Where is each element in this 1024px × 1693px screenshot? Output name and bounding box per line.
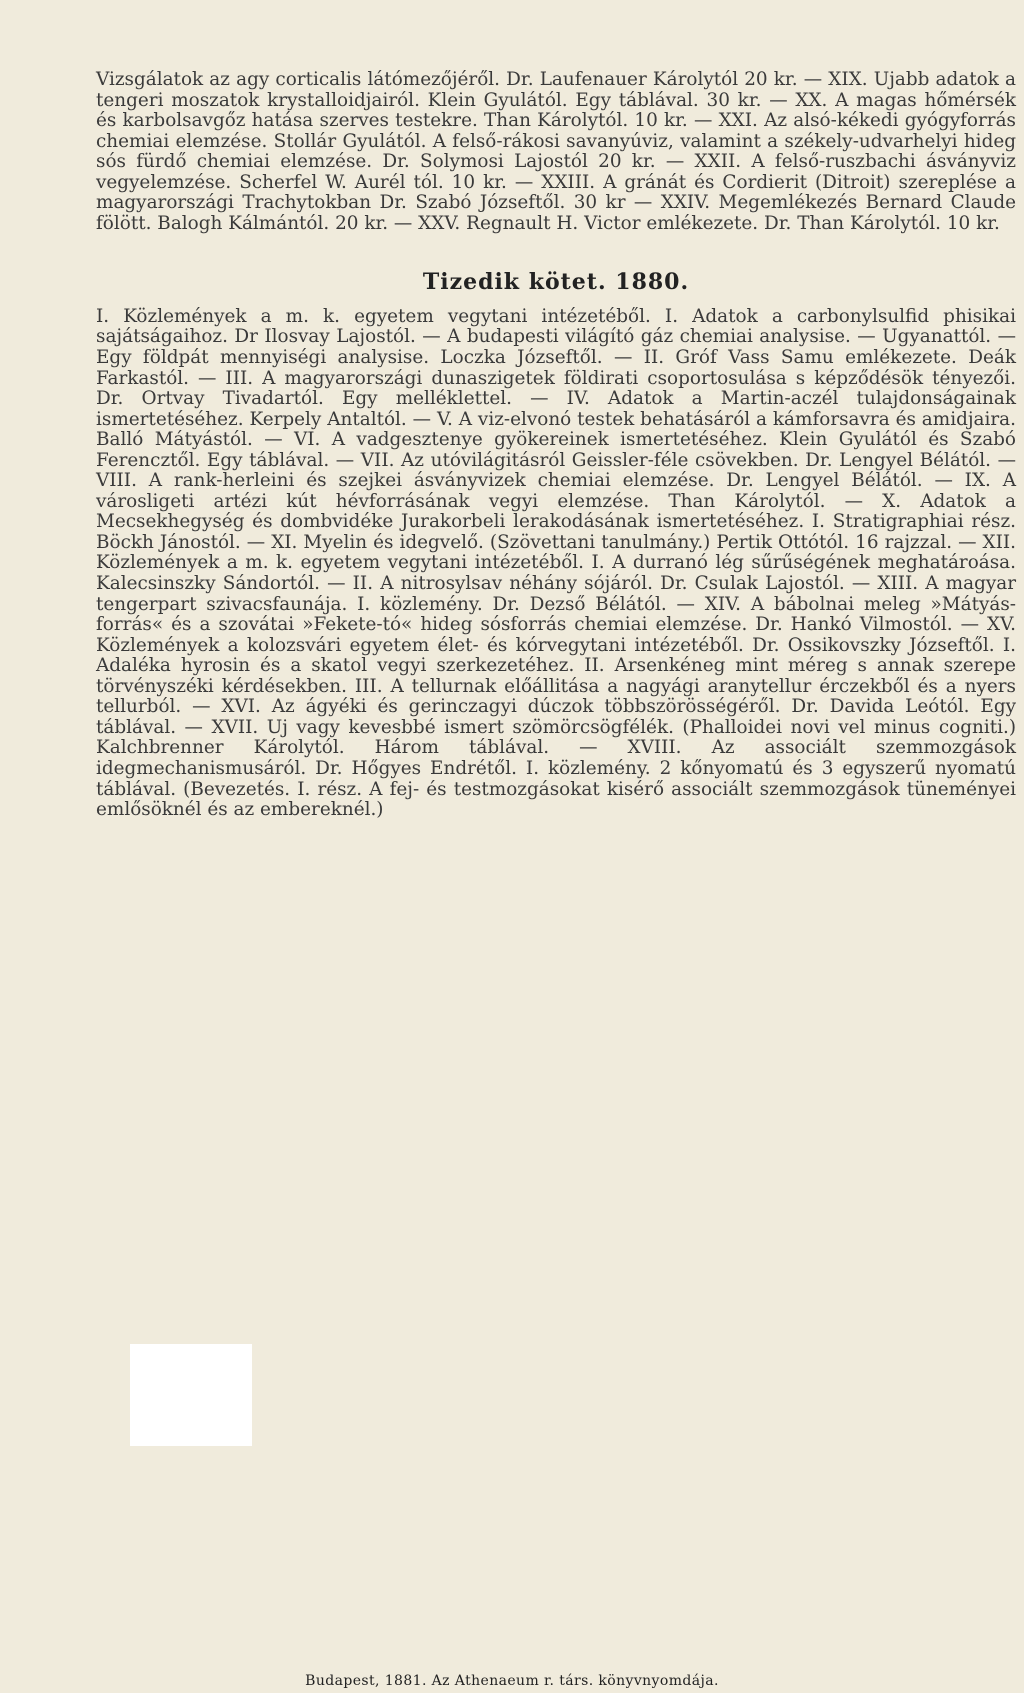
blank-label-patch — [130, 1344, 252, 1446]
printer-imprint: Budapest, 1881. Az Athenaeum r. társ. könyvnyomdája. — [305, 1673, 719, 1689]
section-heading: Tizedik kötet. 1880. — [422, 269, 690, 296]
text-block — [96, 70, 1016, 821]
volume-contents-paragraph: I. Közlemények a m. k. egyetem vegytani intézetéből. I. Adatok a carbonylsulfid phisikai sajátságaihoz. Dr Ilosvay Lajostól. — A budapesti világító gáz chemiai analysise. — Ugyanattól. — Egy földpát mennyiségi analysise. Loczka Józseftől. — II. Gróf Vass Samu emlékezete. Deák Farkastól. — III. A magyarországi dunaszigetek földirati csoportosulása s képződésök tényezői. Dr. Ortvay Tivadartól. Egy melléklettel. — IV. Adatok a Martin-aczél tulajdonságainak ismertetéséhez. Kerpely Antaltól. — V. A viz-elvonó testek behatásáról a kámforsavra és amidjaira. Balló Mátyástól. — VI. A vadgesztenye gyökereinek ismertetéséhez. Klein Gyulától és Szabó Ferencztől. Egy táblával. — VII. Az utóvilágitásról Geissler-féle csövekben. Dr. Lengyel Bélától. — VIII. A rank-herleini és szejkei ásványvizek chemiai elemzése. Dr. Lengyel Bélától. — IX. A városligeti artézi kút hévforrásának vegyi elemzése. Than Károlytól. — X. Adatok a Mecsekhegység és dombvidéke Jurakorbeli lerakodásának ismertetéséhez. I. Stratigraphiai rész. Böckh Jánostól. — XI. Myelin és idegvelő. (Szövettani tanulmány.) Pertik Ottótól. 16 rajzzal. — XII. Közlemények a m. k. egyetem vegytani intézetéből. I. A durranó lég sűrűségének meghatároása. Kalecsinszky Sándortól. — II. A nitrosylsav néhány sójáról. Dr. Csulak Lajostól. — XIII. A magyar tengerpart szivacsfaunája. I. közlemény. Dr. Dezső Bélától. — XIV. A bábolnai meleg »Mátyás-forrás« és a szovátai »Fekete-tó« hideg sósforrás chemiai elemzése. Dr. Hankó Vilmostól. — XV. Közlemények a kolozsvári egyetem élet- és kórvegytani intézetéből. Dr. Ossikovszky Józseftől. I. Adaléka hyrosin és a skatol vegyi szerkezetéhez. II. Arsenkéneg mint méreg s annak szerepe törvényszéki kérdésekben. III. A tellurnak előállitása a nagyági aranytellur érczekből és a nyers tellurból. — XVI. Az ágyéki és gerinczagyi dúczok többszörösségéről. Dr. Davida Leótól. Egy táblával. — XVII. Uj vagy kevesbbé ismert szömörcsögfélék. (Phalloidei novi vel minus cogniti.) Kalchbrenner Károlytól. Három táblával. — XVIII. Az associált szemmozgások idegmechanismusáról. Dr. Hőgyes Endrétől. I. közlemény. 2 kőnyomatú és 3 egyszerű nyomatú táblával. (Bevezetés. I. rész. A fej- és testmozgásokat kisérő associált szemmozgások tüneményei emlősöknél és az embereknél.) — [96, 305, 1016, 821]
continuation-paragraph: Vizsgálatok az agy corticalis látómezőjéről. Dr. Laufenauer Károlytól 20 kr. — XIX. Ujabb adatok a tengeri moszatok krystalloidjairól. Klein Gyulától. Egy táblával. 30 kr. — XX. A magas hőmérsék és karbolsavgőz hatása szerves testekre. Than Károlytól. 10 kr. — XXI. Az alsó-kékedi gyógyforrás chemiai elemzése. Stollár Gyulától. A felső-rákosi savanyúviz, valamint a székely-udvarhelyi hideg sós fürdő chemiai elemzése. Dr. Solymosi Lajostól 20 kr. — XXII. A felső-ruszbachi ásványviz vegyelemzése. Scherfel W. Aurél tól. 10 kr. — XXIII. A gránát és Cordierit (Ditroit) szereplése a magyarországi Trachytokban Dr. Szabó Józseftől. 30 kr — XXIV. Megemlékezés Bernard Claude fölött. Balogh Kálmántól. 20 kr. — XXV. Regnault H. Victor emlékezete. Dr. Than Károlytól. 10 kr. — [96, 69, 1016, 234]
